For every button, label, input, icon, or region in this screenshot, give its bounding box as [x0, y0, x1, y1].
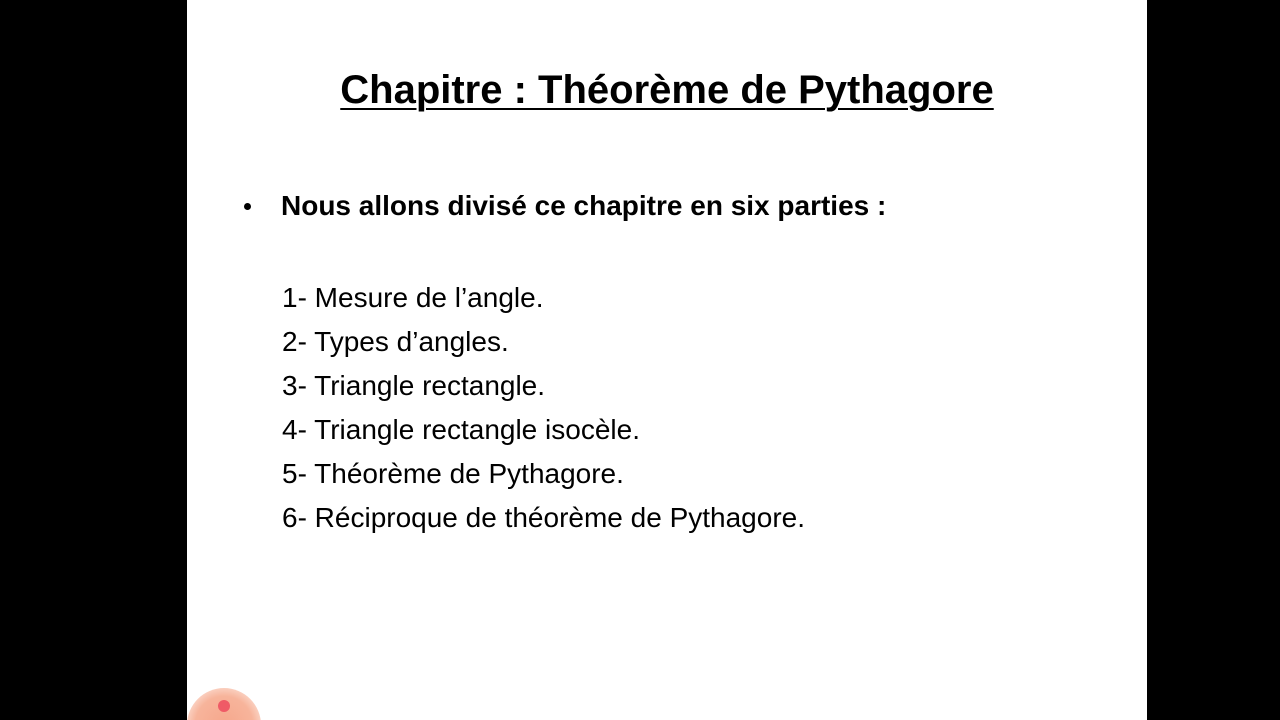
- list-item-part-3: 3- Triangle rectangle.: [282, 370, 546, 401]
- list-item-part-2: 2- Types d’angles.: [282, 326, 509, 357]
- intro-text: Nous allons divisé ce chapitre en six parties :: [281, 190, 887, 221]
- list-item-part-5: 5- Théorème de Pythagore.: [282, 458, 624, 489]
- bullet-icon: [244, 203, 251, 210]
- cursor-dot-icon: [218, 700, 230, 712]
- slide-title: Chapitre : Théorème de Pythagore: [340, 68, 994, 112]
- mouse-cursor-highlight-icon: [187, 688, 261, 720]
- list-item-part-4: 4- Triangle rectangle isocèle.: [282, 414, 640, 445]
- list-item-part-1: 1- Mesure de l’angle.: [282, 282, 544, 313]
- intro-bullet: [244, 188, 886, 224]
- parts-list: [282, 276, 805, 540]
- slide: [187, 0, 1147, 720]
- list-item-part-6: 6- Réciproque de théorème de Pythagore.: [282, 502, 805, 533]
